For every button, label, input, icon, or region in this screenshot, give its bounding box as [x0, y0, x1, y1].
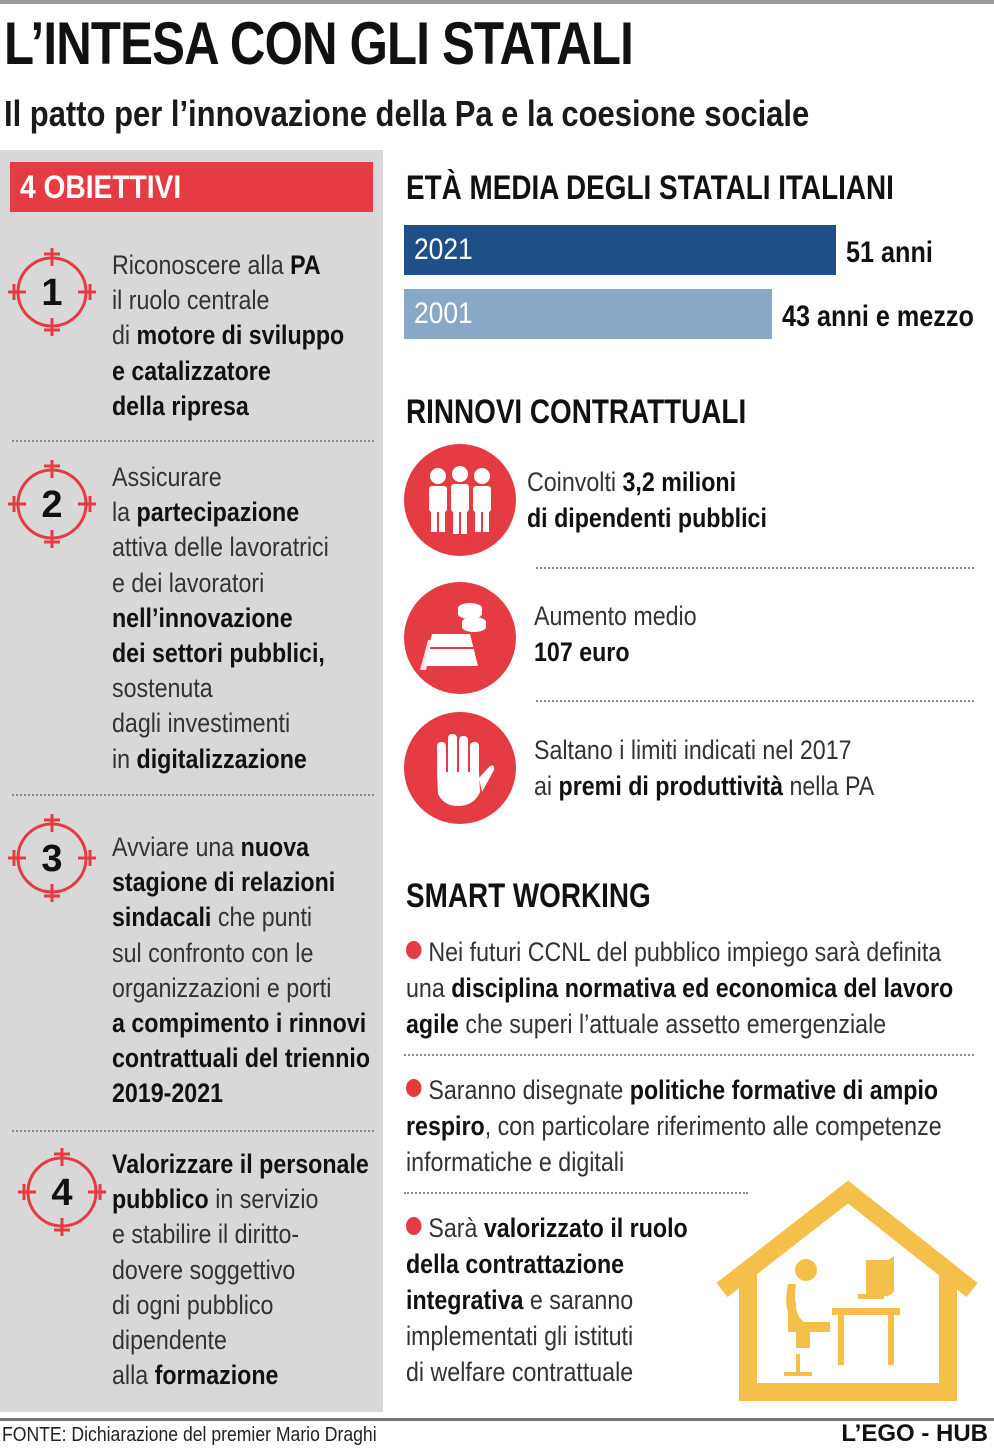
text-line: della ripresa — [112, 390, 249, 421]
divider — [12, 794, 374, 796]
text-line: stagione di relazioni — [112, 867, 336, 898]
text-line: la partecipazione — [112, 497, 300, 528]
divider — [12, 440, 374, 442]
text-line: sindacali che punti — [112, 902, 313, 933]
page-title: L’INTESA CON GLI STATALI — [4, 10, 634, 77]
hand-stop-icon — [404, 712, 516, 824]
text-line: nell’innovazione — [112, 602, 293, 633]
text-line: attiva delle lavoratrici — [112, 532, 329, 563]
objective-number: 4 — [51, 1172, 73, 1214]
page-subtitle: Il patto per l’innovazione della Pa e la coesione sociale — [4, 93, 810, 134]
text-line: una disciplina normativa ed economica del lavoro — [406, 973, 954, 1003]
divider — [12, 1130, 374, 1132]
text-line: dovere soggettivo — [112, 1254, 296, 1285]
age-value-2001: 43 anni e mezzo — [782, 300, 974, 333]
source-note: FONTE: Dichiarazione del premier Mario Draghi — [2, 1424, 377, 1446]
text-line: informatiche e digitali — [406, 1147, 625, 1177]
text-line: Nei futuri CCNL del pubblico impiego sarà definita — [406, 934, 953, 970]
text-line: e dei lavoratori — [112, 567, 265, 598]
text-line: di welfare contrattuale — [406, 1357, 634, 1387]
text-line: Riconoscere alla PA — [112, 250, 321, 280]
bullet-icon — [406, 1217, 421, 1235]
objective-text — [112, 248, 346, 424]
divider — [404, 1054, 974, 1056]
text-line: integrativa e saranno — [406, 1285, 634, 1315]
age-bar-2001: 2001 — [404, 289, 772, 339]
text-line: 2019-2021 — [112, 1078, 224, 1109]
text-line: sul confronto con le — [112, 937, 314, 968]
bullet-icon — [406, 941, 421, 959]
text-line: sostenuta — [112, 673, 213, 704]
text-line: Sarà valorizzato il ruolo — [406, 1210, 688, 1246]
renewals-heading: RINNOVI CONTRATTUALI — [406, 393, 747, 431]
text-line: contrattuali del triennio — [112, 1043, 371, 1074]
text-line: dagli investimenti — [112, 708, 291, 739]
people-icon — [404, 444, 516, 556]
text-line: di motore di sviluppo — [112, 320, 345, 351]
text-line: respiro, con particolare riferimento alle competenze — [406, 1111, 942, 1141]
text-line: in digitalizzazione — [112, 743, 307, 774]
smart-item — [406, 1210, 688, 1390]
text-line: organizzazioni e porti — [112, 972, 332, 1003]
renewal-text — [534, 732, 874, 804]
text-line: agile che superi l’attuale assetto emergenziale — [406, 1009, 887, 1039]
divider — [536, 567, 974, 569]
top-rule — [0, 0, 994, 4]
age-bar-2021: 2021 — [404, 225, 836, 275]
objectives-heading: 4 OBIETTIVI — [10, 162, 373, 212]
bullet-icon — [406, 1079, 421, 1097]
text-line: alla formazione — [112, 1360, 279, 1391]
money-icon — [404, 582, 516, 694]
text-line: Coinvolti 3,2 milioni — [527, 467, 737, 497]
text-line: Aumento medio — [534, 601, 697, 631]
divider — [536, 700, 974, 702]
objective-number: 3 — [41, 838, 63, 880]
renewal-text — [527, 464, 767, 536]
text-line: dei settori pubblici, — [112, 638, 325, 669]
age-heading: ETÀ MEDIA DEGLI STATALI ITALIANI — [406, 169, 894, 207]
age-value-2021: 51 anni — [846, 236, 933, 269]
target-icon — [8, 814, 96, 902]
objective-text — [112, 460, 346, 777]
objective-text — [112, 830, 371, 1112]
smart-item — [406, 934, 953, 1042]
target-icon — [18, 1148, 106, 1236]
objective-number: 2 — [41, 484, 63, 526]
text-line: Valorizzare il personale — [112, 1149, 369, 1179]
smart-item — [406, 1072, 942, 1180]
text-line: Saltano i limiti indicati nel 2017 — [534, 735, 852, 765]
target-icon — [8, 460, 96, 548]
text-line: Assicurare — [112, 462, 222, 492]
text-line: e catalizzatore — [112, 355, 271, 386]
text-line: implementati gli istituti — [406, 1321, 634, 1351]
text-line: 107 euro — [534, 637, 630, 667]
text-line: di dipendenti pubblici — [527, 503, 767, 533]
text-line: di ogni pubblico — [112, 1289, 274, 1320]
text-line: il ruolo centrale — [112, 285, 270, 316]
objective-number: 1 — [41, 272, 63, 314]
text-line: Avviare una nuova — [112, 832, 310, 862]
target-icon — [8, 248, 96, 336]
objective-text — [112, 1147, 369, 1393]
text-line: dipendente — [112, 1325, 227, 1356]
text-line: a compimento i rinnovi — [112, 1008, 367, 1039]
smart-heading: SMART WORKING — [406, 877, 651, 915]
text-line: Saranno disegnate politiche formative di ampio — [406, 1072, 942, 1108]
text-line: pubblico in servizio — [112, 1184, 319, 1215]
text-line: ai premi di produttività nella PA — [534, 771, 875, 801]
renewal-text — [534, 598, 697, 670]
text-line: della contrattazione — [406, 1249, 625, 1279]
brand-logo: L’EGO - HUB — [841, 1420, 988, 1447]
text-line: e stabilire il diritto- — [112, 1219, 300, 1250]
divider — [404, 1192, 748, 1194]
house-desk-icon — [712, 1180, 982, 1404]
